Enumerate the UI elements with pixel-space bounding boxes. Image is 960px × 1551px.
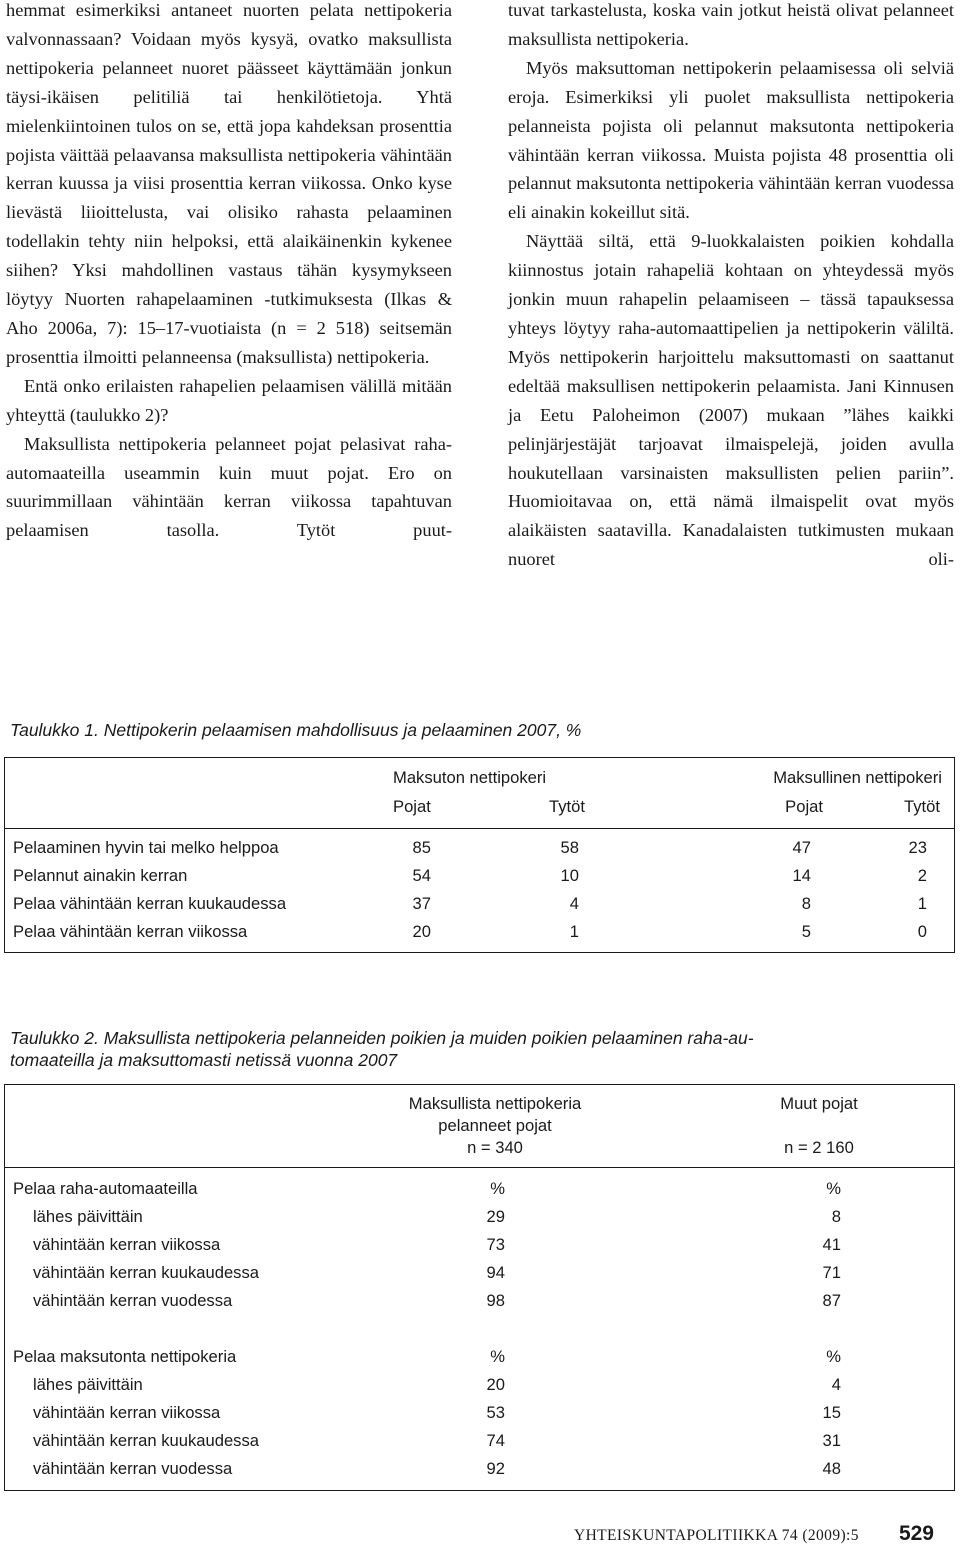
row-value: 92 — [486, 1459, 505, 1478]
table1-group-header-paid: Maksullinen nettipokeri — [773, 768, 942, 787]
unit-label: % — [490, 1347, 505, 1366]
row-value: 15 — [822, 1403, 841, 1422]
table2-col1-header: Maksullista nettipokeria — [408, 1094, 582, 1113]
row-value: 98 — [486, 1291, 505, 1310]
table2-caption-line: Taulukko 2. Maksullista nettipokeria pelanneiden poikien ja muiden poikien pelaaminen raha-au- — [10, 1028, 754, 1048]
row-label: vähintään kerran kuukaudessa — [33, 1263, 260, 1282]
row-value: 71 — [822, 1263, 841, 1282]
row-label: vähintään kerran vuodessa — [33, 1291, 233, 1310]
row-value: 8 — [801, 894, 811, 913]
row-label: Pelannut ainakin kerran — [13, 866, 188, 885]
row-label: Pelaa vähintään kerran viikossa — [13, 922, 248, 941]
table1-caption: Taulukko 1. Nettipokerin pelaamisen mahdollisuus ja pelaaminen 2007, % — [10, 720, 582, 740]
table1-subheader: Pojat — [393, 797, 431, 816]
row-value: 23 — [908, 838, 927, 857]
left-paragraph-1: hemmat esimerkiksi antaneet nuorten pelata nettipokeria valvonnassaan? Voidaan myös kysyä, ovatko maksullista nettipokeria pelanneet nuoret päässeet käyttämään jonkun täysi-ikäisen pelitiliä tai henkilötietoja. Yhtä mielenkiintoinen tulos on se, että jopa kahdeksan prosenttia pojista väittää pelaavansa maksullista nettipokeria vähintään kerran kuussa ja viisi prosenttia kerran viikossa. Onko kyse lievästä liioittelusta, vai olisiko rahasta pelaaminen todellakin tehty niin helpoksi, että alaikäinenkin kykenee siihen? Yksi mahdollinen vastaus tähän kysymykseen löytyy Nuorten rahapelaaminen -tutkimuksesta (Ilkas & Aho 2006a, 7): 15–17-vuotiaista (n = 2 518) seitsemän prosenttia ilmoitti pelanneensa (maksullista) nettipokeria. — [6, 0, 452, 367]
row-label: Pelaaminen hyvin tai melko helppoa — [13, 838, 279, 857]
table1-subheader: Tytöt — [549, 797, 585, 816]
right-text-column — [508, 0, 954, 574]
right-paragraph-3: Näyttää siltä, että 9-luokkalaisten poikien kohdalla kiinnostus jotain rahapeliä kohtaan on yhteydessä myös jonkin muun rahapelin pelaamiseen – tässä tapauksessa yhteys löytyy raha-automaattipelien ja nettipokerin väliltä. Myös nettipokerin harjoittelu maksuttomasti on saattanut edeltää maksullisen nettipokerin pelaamista. Jani Kinnusen ja Eetu Paloheimon (2007) mukaan ”lähes kaikki pelinjärjestäjät tarjoavat ilmaispelejä, joiden avulla houkutellaan varsinaisten maksullisten pelien pariin”. Huomioitavaa on, että nämä ilmaispelit ovat myös alaikäisten saatavilla. Kanadalaisten tutkimusten mukaan nuoret oli- — [508, 231, 954, 570]
row-label: vähintään kerran viikossa — [33, 1403, 221, 1422]
row-value: 4 — [831, 1375, 841, 1394]
table1-subheader: Tytöt — [904, 797, 940, 816]
table2-caption — [10, 1027, 950, 1071]
row-label: lähes päivittäin — [33, 1207, 143, 1226]
row-label: lähes päivittäin — [33, 1375, 143, 1394]
row-value: 2 — [917, 866, 927, 885]
row-value: 94 — [486, 1263, 505, 1282]
table2 — [4, 1084, 955, 1491]
row-value: 85 — [412, 838, 431, 857]
row-value: 87 — [822, 1291, 841, 1310]
row-value: 73 — [486, 1235, 505, 1254]
table2-col1-header: n = 340 — [467, 1138, 523, 1157]
table2-divider — [5, 1167, 954, 1168]
row-value: 48 — [822, 1459, 841, 1478]
table1-group-header-free: Maksuton nettipokeri — [393, 768, 547, 787]
row-value: 1 — [569, 922, 579, 941]
row-label: Pelaa vähintään kerran kuukaudessa — [13, 894, 287, 913]
section-title: Pelaa maksutonta nettipokeria — [13, 1347, 237, 1366]
row-value: 5 — [801, 922, 811, 941]
row-value: 37 — [412, 894, 431, 913]
row-value: 20 — [412, 922, 431, 941]
row-value: 4 — [569, 894, 579, 913]
table1 — [4, 757, 955, 953]
row-value: 54 — [412, 866, 431, 885]
section-title: Pelaa raha-automaateilla — [13, 1179, 198, 1198]
table1-subheader: Pojat — [785, 797, 823, 816]
row-value: 14 — [792, 866, 811, 885]
table2-col2-header: Muut pojat — [780, 1094, 858, 1113]
row-value: 10 — [560, 866, 579, 885]
row-label: vähintään kerran vuodessa — [33, 1459, 233, 1478]
left-text-column — [6, 0, 452, 545]
unit-label: % — [490, 1179, 505, 1198]
row-value: 1 — [917, 894, 927, 913]
right-paragraph-2: Myös maksuttoman nettipokerin pelaamisessa oli selviä eroja. Esimerkiksi yli puolet maksullista nettipokeria pelanneista pojista oli pelannut maksutonta nettipokeria vähintään kerran viikossa. Muista pojista 48 prosenttia oli pelannut maksutonta nettipokeria vähintään kerran vuodessa eli ainakin kokeillut sitä. — [508, 57, 954, 223]
left-paragraph-2: Entä onko erilaisten rahapelien pelaamisen välillä mitään yhteyttä (taulukko 2)? — [6, 375, 452, 425]
row-value: 29 — [486, 1207, 505, 1226]
unit-label: % — [826, 1179, 841, 1198]
row-label: vähintään kerran kuukaudessa — [33, 1431, 260, 1450]
journal-footer: YHTEISKUNTAPOLITIIKKA 74 (2009):5 — [574, 1527, 859, 1544]
row-value: 8 — [831, 1207, 841, 1226]
left-paragraph-3: Maksullista nettipokeria pelanneet pojat pelasivat raha-automaateilla useammin kuin muut pojat. Ero on suurimmillaan vähintään kerran viikossa tapahtuvan pelaamisen tasolla. Tytöt puut- — [6, 433, 452, 541]
row-value: 47 — [792, 838, 811, 857]
page-number: 529 — [898, 1522, 934, 1545]
table2-caption-line: tomaateilla ja maksuttomasti netissä vuonna 2007 — [10, 1050, 398, 1070]
row-value: 53 — [486, 1403, 505, 1422]
row-label: vähintään kerran viikossa — [33, 1235, 221, 1254]
row-value: 74 — [486, 1431, 505, 1450]
table2-col2-header: n = 2 160 — [784, 1138, 854, 1157]
right-paragraph-1: tuvat tarkastelusta, koska vain jotkut heistä olivat pelanneet maksullista nettipokeria. — [508, 0, 954, 49]
row-value: 0 — [917, 922, 927, 941]
table2-col1-header: pelanneet pojat — [438, 1116, 552, 1135]
row-value: 20 — [486, 1375, 505, 1394]
unit-label: % — [826, 1347, 841, 1366]
row-value: 58 — [560, 838, 579, 857]
table1-divider — [5, 828, 954, 829]
row-value: 31 — [822, 1431, 841, 1450]
row-value: 41 — [822, 1235, 841, 1254]
